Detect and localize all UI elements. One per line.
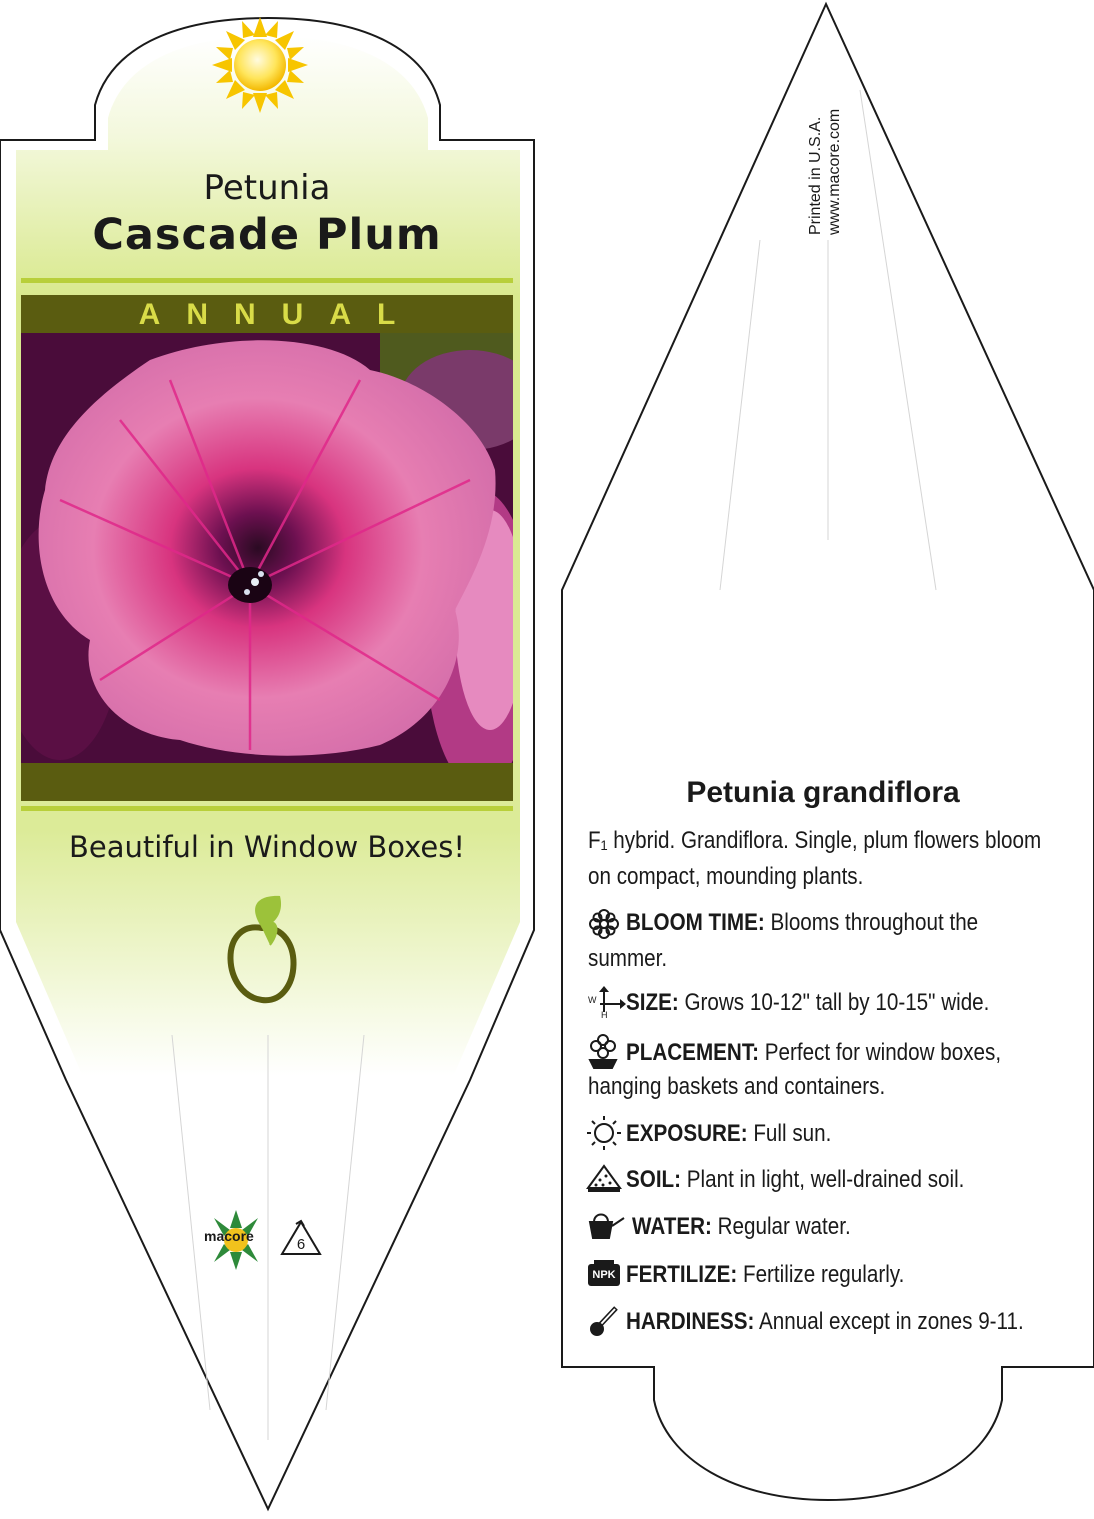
fertilize-icon-label: NPK <box>592 1269 616 1281</box>
placement-text: Perfect for window boxes, <box>764 1039 1002 1066</box>
size-text: Grows 10-12" tall by 10-15" wide. <box>684 989 990 1016</box>
soil-label: SOIL: <box>626 1166 682 1193</box>
fertilize-text: Fertilize regularly. <box>742 1261 905 1288</box>
bloom-time-row <box>626 906 978 940</box>
plant-variety: Cascade Plum <box>92 210 442 260</box>
fertilize-row <box>626 1258 904 1292</box>
photo-bottom-band <box>21 763 513 801</box>
placement-row <box>626 1036 1001 1070</box>
title-rule-lower <box>21 806 513 811</box>
size-row <box>626 986 989 1020</box>
exposure-label: EXPOSURE: <box>626 1120 748 1147</box>
category-label: ANNUAL <box>138 298 422 331</box>
description-line-1: F₁ hybrid. Grandiflora. Single, plum flowers bloom <box>588 827 1042 854</box>
plant-genus: Petunia <box>203 168 331 208</box>
water-row <box>632 1210 851 1244</box>
hardiness-label: HARDINESS: <box>626 1308 755 1335</box>
sun-icon <box>212 17 308 113</box>
water-text: Regular water. <box>717 1213 851 1240</box>
exposure-row <box>626 1117 831 1151</box>
brand-name: macore <box>204 1228 254 1244</box>
printed-info <box>806 109 844 235</box>
title-rule-upper <box>21 278 513 283</box>
exposure-text: Full sun. <box>753 1120 832 1147</box>
botanical-name: Petunia grandiflora <box>686 776 960 809</box>
soil-text: Plant in light, well-drained soil. <box>686 1166 965 1193</box>
placement-text-2: hanging baskets and containers. <box>588 1073 886 1100</box>
bloom-time-text: Blooms throughout the <box>770 909 979 936</box>
description-line-2: on compact, mounding plants. <box>588 863 864 890</box>
fertilize-label: FERTILIZE: <box>626 1261 738 1288</box>
petunia-flower-photo <box>0 333 540 790</box>
printed-in: Printed in U.S.A. <box>807 116 824 235</box>
size-icon-w: W <box>588 995 597 1005</box>
hardiness-row <box>626 1305 1024 1339</box>
hardiness-text: Annual except in zones 9-11. <box>759 1308 1024 1335</box>
size-label: SIZE: <box>626 989 679 1016</box>
website: www.macore.com <box>826 108 843 235</box>
bloom-time-label: BLOOM TIME: <box>626 909 765 936</box>
water-label: WATER: <box>632 1213 712 1240</box>
size-icon-h: H <box>601 1010 608 1020</box>
recycle-code: 6 <box>296 1236 306 1253</box>
soil-row <box>626 1163 964 1197</box>
tagline: Beautiful in Window Boxes! <box>69 830 465 864</box>
placement-label: PLACEMENT: <box>626 1039 760 1066</box>
bloom-time-text-2: summer. <box>588 945 668 972</box>
